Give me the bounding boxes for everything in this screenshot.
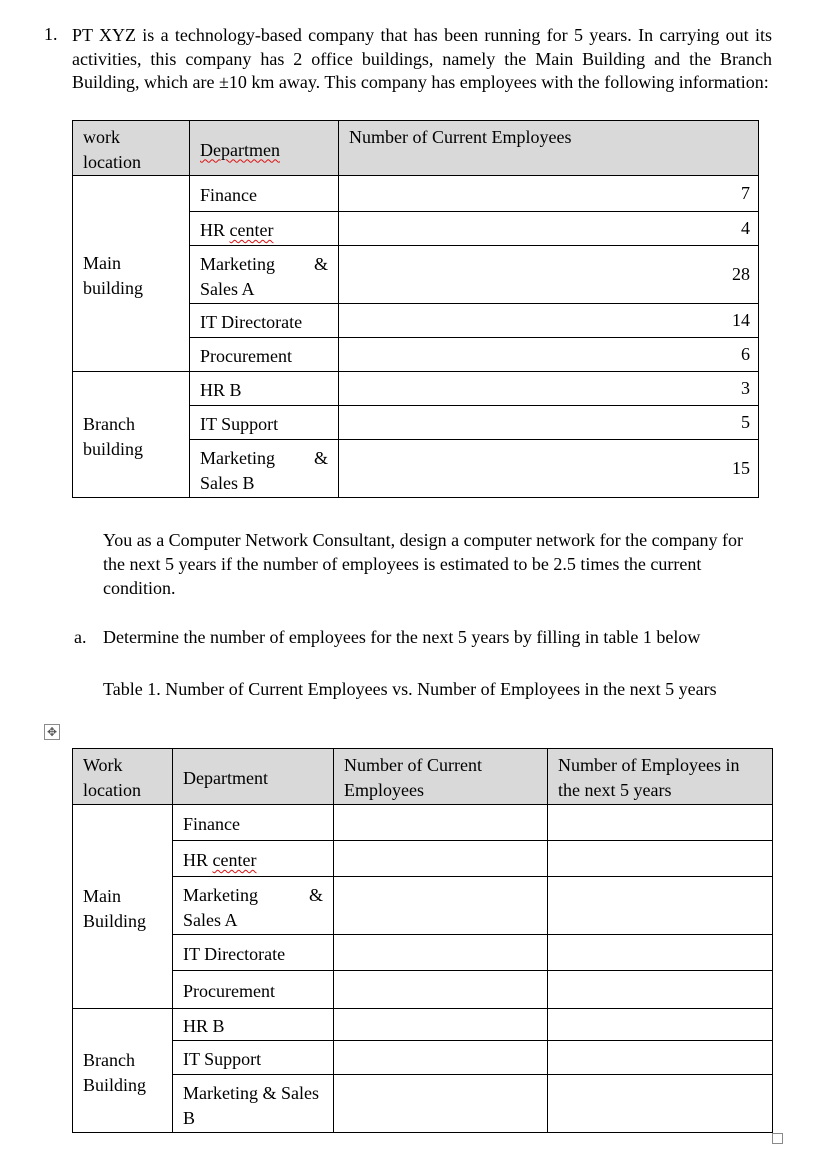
projection-table bbox=[72, 748, 773, 1133]
dept-marketing-sales-b: Marketing & Sales B bbox=[173, 1075, 334, 1133]
count-hr-b: 3 bbox=[339, 372, 759, 406]
dept-marketing-sales-b bbox=[190, 440, 339, 498]
dept-hr-center bbox=[190, 212, 339, 246]
next5-hr-center-cell[interactable] bbox=[548, 841, 773, 877]
next5-it-directorate-cell[interactable] bbox=[548, 935, 773, 971]
dept-mkt-b-line1: Marketing bbox=[200, 447, 275, 468]
location-main-building: Main building bbox=[73, 176, 190, 372]
dept-it-support: IT Support bbox=[190, 406, 339, 440]
dept-it-directorate: IT Directorate bbox=[190, 304, 339, 338]
count-hr-center: 4 bbox=[339, 212, 759, 246]
current-finance-cell[interactable] bbox=[334, 805, 548, 841]
dept-finance: Finance bbox=[173, 805, 334, 841]
dept-finance: Finance bbox=[190, 176, 339, 212]
next5-hr-b-cell[interactable] bbox=[548, 1009, 773, 1041]
dept-mkt-a-amp: & bbox=[308, 884, 323, 905]
dept-hr-center-prefix: HR bbox=[183, 850, 213, 870]
next5-marketing-sales-a-cell[interactable] bbox=[548, 877, 773, 935]
task-paragraph: You as a Computer Network Consultant, design a computer network for the company for the next 5 years if the number of employees is estimated to be 2.5 times the current condition. bbox=[103, 530, 744, 598]
count-it-directorate: 14 bbox=[339, 304, 759, 338]
resize-square-icon[interactable] bbox=[772, 1133, 783, 1144]
current-it-directorate-cell[interactable] bbox=[334, 935, 548, 971]
count-marketing-sales-a: 28 bbox=[339, 246, 759, 304]
header-work-location: Work location bbox=[73, 749, 173, 805]
dept-mkt-a-line1: Marketing bbox=[200, 253, 275, 274]
header-work-location: work location bbox=[73, 121, 190, 176]
count-it-support: 5 bbox=[339, 406, 759, 440]
dept-procurement: Procurement bbox=[173, 971, 334, 1009]
dept-hr-b: HR B bbox=[173, 1009, 334, 1041]
header-department-text: Departmen bbox=[200, 139, 280, 160]
next5-finance-cell[interactable] bbox=[548, 805, 773, 841]
question-number: 1. bbox=[44, 24, 58, 44]
dept-mkt-a-amp: & bbox=[313, 253, 328, 274]
dept-marketing-sales-a bbox=[173, 877, 334, 935]
table-caption: Table 1. Number of Current Employees vs. Number of Employees in the next 5 years bbox=[103, 679, 717, 699]
current-hr-center-cell[interactable] bbox=[334, 841, 548, 877]
dept-mkt-b-line2: Sales B bbox=[200, 472, 255, 493]
item-a-text: Determine the number of employees for the next 5 years by filling in table 1 below bbox=[103, 627, 701, 647]
count-finance: 7 bbox=[339, 176, 759, 212]
header-department: Department bbox=[173, 749, 334, 805]
current-marketing-sales-a-cell[interactable] bbox=[334, 877, 548, 935]
dept-hr-center-prefix: HR bbox=[200, 220, 230, 240]
next5-it-support-cell[interactable] bbox=[548, 1041, 773, 1075]
location-branch-building: Branch building bbox=[73, 372, 190, 498]
dept-hr-b: HR B bbox=[190, 372, 339, 406]
current-hr-b-cell[interactable] bbox=[334, 1009, 548, 1041]
count-procurement: 6 bbox=[339, 338, 759, 372]
dept-mkt-b-amp: & bbox=[313, 447, 328, 468]
dept-hr-center-word: center bbox=[229, 220, 274, 240]
current-employees-table bbox=[72, 120, 759, 498]
current-procurement-cell[interactable] bbox=[334, 971, 548, 1009]
dept-procurement: Procurement bbox=[190, 338, 339, 372]
location-main-building: Main Building bbox=[73, 805, 173, 1009]
count-marketing-sales-b: 15 bbox=[339, 440, 759, 498]
item-a-label: a. bbox=[74, 627, 87, 647]
question-intro: PT XYZ is a technology-based company that has been running for 5 years. In carrying out its activities, this company has 2 office buildings, namely the Main Building and the Branch Building, which are ±10 km away. This company has employees with the following information: bbox=[72, 25, 772, 92]
move-arrows-icon[interactable]: ✥ bbox=[44, 724, 60, 740]
header-current-count: Number of Current Employees bbox=[339, 121, 759, 176]
dept-mkt-a-line1: Marketing bbox=[183, 884, 258, 905]
dept-it-support: IT Support bbox=[173, 1041, 334, 1075]
header-next-5-years: Number of Employees in the next 5 years bbox=[548, 749, 773, 805]
dept-marketing-sales-a bbox=[190, 246, 339, 304]
location-branch-building: Branch Building bbox=[73, 1009, 173, 1133]
header-current-employees: Number of Current Employees bbox=[334, 749, 548, 805]
dept-mkt-a-line2: Sales A bbox=[200, 278, 255, 299]
dept-mkt-a-line2: Sales A bbox=[183, 909, 238, 930]
next5-marketing-sales-b-cell[interactable] bbox=[548, 1075, 773, 1133]
dept-it-directorate: IT Directorate bbox=[173, 935, 334, 971]
current-it-support-cell[interactable] bbox=[334, 1041, 548, 1075]
current-marketing-sales-b-cell[interactable] bbox=[334, 1075, 548, 1133]
header-department bbox=[190, 121, 339, 176]
dept-hr-center bbox=[173, 841, 334, 877]
next5-procurement-cell[interactable] bbox=[548, 971, 773, 1009]
dept-hr-center-word: center bbox=[212, 850, 257, 870]
